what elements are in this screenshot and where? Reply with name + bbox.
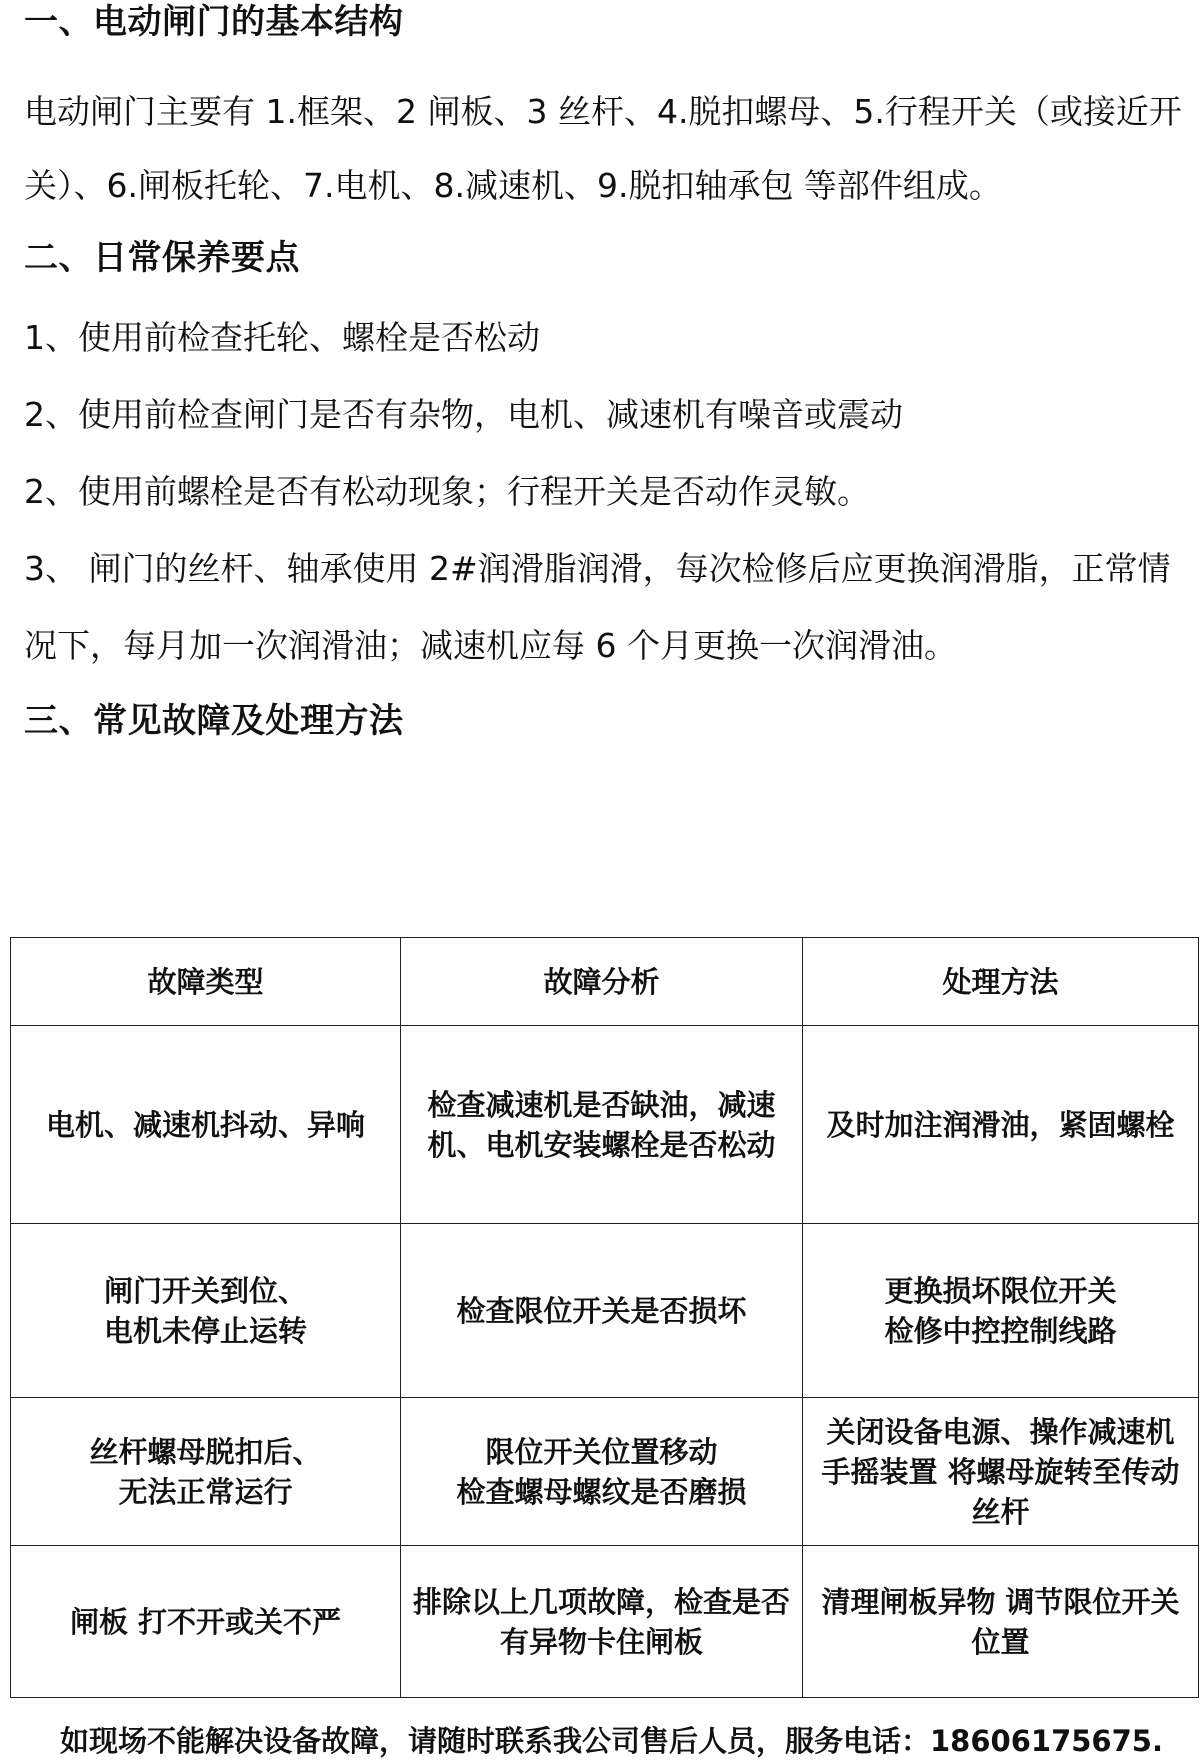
- fault-type-cell: 闸门开关到位、 电机未停止运转: [11, 1224, 401, 1398]
- fault-analysis-cell: 检查限位开关是否损坏: [401, 1224, 803, 1398]
- section-1-text-line-1: 电动闸门主要有 1.框架、2 闸板、3 丝杆、4.脱扣螺母、5.行程开关（或接近开: [24, 92, 1182, 131]
- maintenance-item-3: 2、使用前螺栓是否有松动现象；行程开关是否动作灵敏。: [24, 472, 870, 511]
- maintenance-item-4-cont: 况下，每月加一次润滑油；减速机应每 6 个月更换一次润滑油。: [24, 626, 957, 665]
- section-3-title: 三、常见故障及处理方法: [24, 701, 404, 741]
- table-row: [11, 1026, 1199, 1224]
- fault-analysis-cell: 限位开关位置移动 检查螺母螺纹是否磨损: [401, 1398, 803, 1546]
- fault-type-cell: 电机、减速机抖动、异响: [11, 1026, 401, 1224]
- contact-footer: 如现场不能解决设备故障，请随时联系我公司售后人员，服务电话：18606175675.: [60, 1724, 1163, 1758]
- fault-type-cell: 闸板 打不开或关不严: [11, 1546, 401, 1698]
- solution-cell: 关闭设备电源、操作减速机 手摇装置 将螺母旋转至传动 丝杆: [803, 1398, 1199, 1546]
- table-row: [11, 1546, 1199, 1698]
- table-header-row: [11, 938, 1199, 1026]
- section-2-title: 二、日常保养要点: [24, 238, 300, 278]
- fault-type-cell: 丝杆螺母脱扣后、 无法正常运行: [11, 1398, 401, 1546]
- header-solution: 处理方法: [803, 938, 1199, 1026]
- solution-cell: 更换损坏限位开关 检修中控控制线路: [803, 1224, 1199, 1398]
- table-row: [11, 1224, 1199, 1398]
- fault-analysis-cell: 检查减速机是否缺油，减速 机、电机安装螺栓是否松动: [401, 1026, 803, 1224]
- section-1-text-line-2: 关）、6.闸板托轮、7.电机、8.减速机、9.脱扣轴承包 等部件组成。: [24, 166, 1002, 205]
- solution-cell: 清理闸板异物 调节限位开关 位置: [803, 1546, 1199, 1698]
- maintenance-item-4: 3、 闸门的丝杆、轴承使用 2#润滑脂润滑，每次检修后应更换润滑脂，正常情: [24, 549, 1171, 588]
- header-fault-analysis: 故障分析: [401, 938, 803, 1026]
- table-row: [11, 1398, 1199, 1546]
- maintenance-item-2: 2、使用前检查闸门是否有杂物，电机、减速机有噪音或震动: [24, 395, 903, 434]
- fault-analysis-cell: 排除以上几项故障，检查是否 有异物卡住闸板: [401, 1546, 803, 1698]
- solution-cell: 及时加注润滑油，紧固螺栓: [803, 1026, 1199, 1224]
- header-fault-type: 故障类型: [11, 938, 401, 1026]
- maintenance-item-1: 1、使用前检查托轮、螺栓是否松动: [24, 318, 540, 357]
- fault-table: [10, 937, 1199, 1698]
- section-1-title: 一、电动闸门的基本结构: [24, 2, 404, 42]
